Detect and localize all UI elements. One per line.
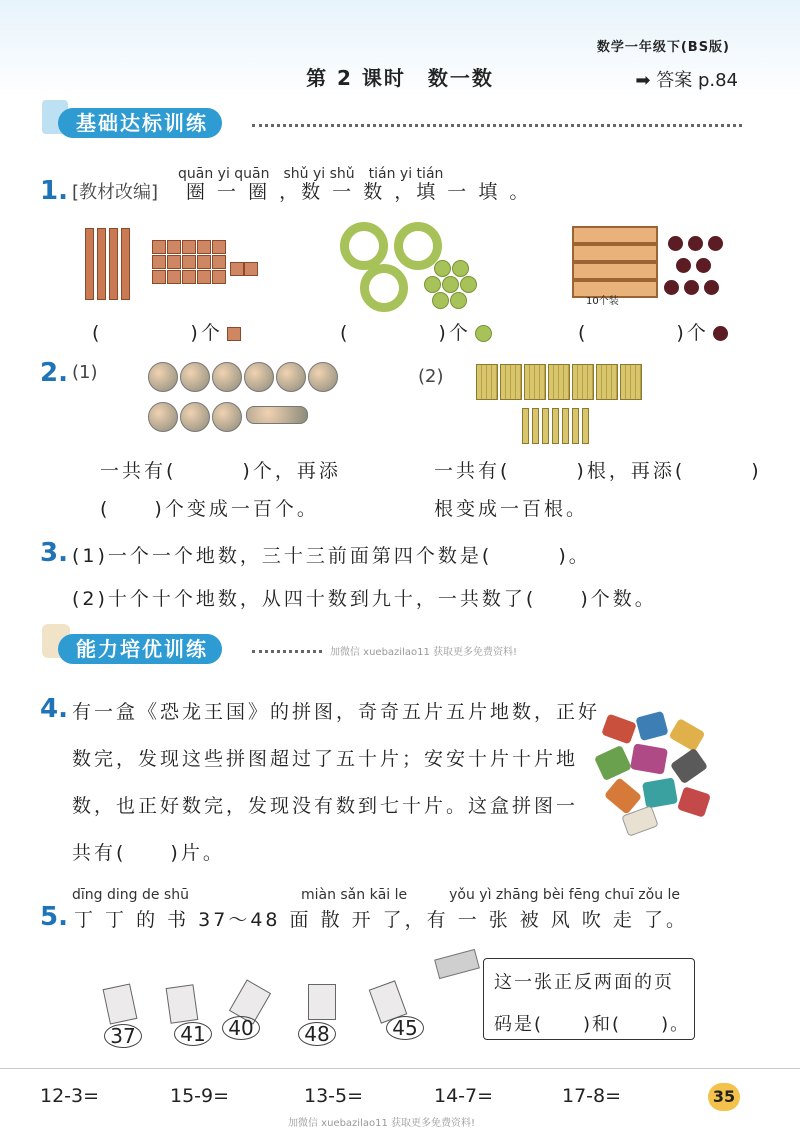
q2-2-line1: 一共有( )根，再添( ): [434, 460, 762, 482]
page-number: 35: [708, 1083, 740, 1111]
footer-rule: [0, 1068, 800, 1069]
page-number-bubble: 37: [104, 1024, 142, 1048]
oral-calc-4: 14-7=: [434, 1085, 494, 1107]
section-ability: 能力培优训练: [58, 634, 222, 664]
balloon-bunches: [148, 362, 348, 442]
stick-bundles: [476, 364, 656, 444]
page-number-bubble: 48: [298, 1022, 336, 1046]
q1-text: 圈 一 圈 ，数 一 数 ，填 一 填 。: [186, 181, 532, 203]
q2-part2: (2): [418, 366, 444, 387]
page-number-bubble: 40: [222, 1016, 260, 1040]
section-basic: 基础达标训练: [58, 108, 222, 138]
q2-1-line2: ( )个变成一百个。: [100, 498, 319, 520]
oral-calc-3: 13-5=: [304, 1085, 364, 1107]
section-divider: [252, 124, 742, 127]
bubble-line2: 码是( )和( )。: [494, 1014, 691, 1035]
oral-calc-1: 12-3=: [40, 1085, 100, 1107]
q1-pinyin: quān yi quān shǔ yi shǔ tián yi tián: [178, 166, 444, 182]
q2-part1: (1): [72, 362, 98, 383]
q4-number: 4.: [40, 694, 68, 724]
book-title: 数学一年级下(BS版): [596, 40, 730, 55]
q1-number: 1.: [40, 176, 68, 206]
q2-1-line1: 一共有( )个，再添: [100, 460, 341, 482]
q4-line1: 有一盒《恐龙王国》的拼图，奇奇五片五片地数，正好: [72, 701, 601, 723]
q4-line3: 数，也正好数完，发现没有数到七十片。这盒拼图一: [72, 795, 579, 817]
nut-crates: 10个装: [572, 226, 732, 306]
q5-pinyin: dīng ding de shū miàn sǎn kāi le yǒu yì zhāng bèi fēng chuī zǒu le: [72, 887, 681, 903]
puzzle-pile-image: [594, 710, 720, 834]
q1-blank-cubes: ( )个: [92, 318, 241, 345]
arrow-right-icon: ➡: [635, 70, 651, 91]
watermark: 加微信 xuebazilao11 获取更多免费资料!: [330, 647, 518, 658]
lesson-title: 第 2 课时 数一数: [306, 66, 494, 90]
bead-rings: [340, 222, 480, 312]
q3-part1: (1)一个一个地数，三十三前面第四个数是( )。: [72, 545, 591, 567]
flying-page-icon: [434, 949, 480, 979]
q3-number: 3.: [40, 538, 68, 568]
q3-part2: (2)十个十个地数，从四十数到九十，一共数了( )个数。: [72, 588, 657, 610]
scattered-pages: [96, 980, 436, 1050]
q1-blank-beads: ( )个: [340, 318, 492, 345]
q5-text: 丁 丁 的 书 37～48 面 散 开 了，有 一 张 被 风 吹 走 了。: [74, 909, 688, 931]
q1-blank-nuts: ( )个: [578, 318, 728, 345]
q5-number: 5.: [40, 902, 68, 932]
oral-calc-5: 17-8=: [562, 1085, 622, 1107]
q2-2-line2: 根变成一百根。: [434, 498, 589, 520]
bubble-line1: 这一张正反两面的页: [494, 972, 674, 993]
q1-tag: [教材改编]: [72, 182, 159, 203]
watermark: 加微信 xuebazilao11 获取更多免费资料!: [288, 1118, 476, 1129]
page-number-bubble: 41: [174, 1022, 212, 1046]
answer-ref: ➡ 答案 p.84: [635, 70, 738, 91]
oral-calc-2: 15-9=: [170, 1085, 230, 1107]
section-divider: [252, 650, 322, 653]
q4-line4: 共有( )片。: [72, 842, 225, 864]
q2-number: 2.: [40, 358, 68, 388]
q4-line2: 数完，发现这些拼图超过了五十片；安安十片十片地: [72, 748, 579, 770]
page-number-bubble: 45: [386, 1016, 424, 1040]
unit-cubes: [152, 240, 262, 296]
